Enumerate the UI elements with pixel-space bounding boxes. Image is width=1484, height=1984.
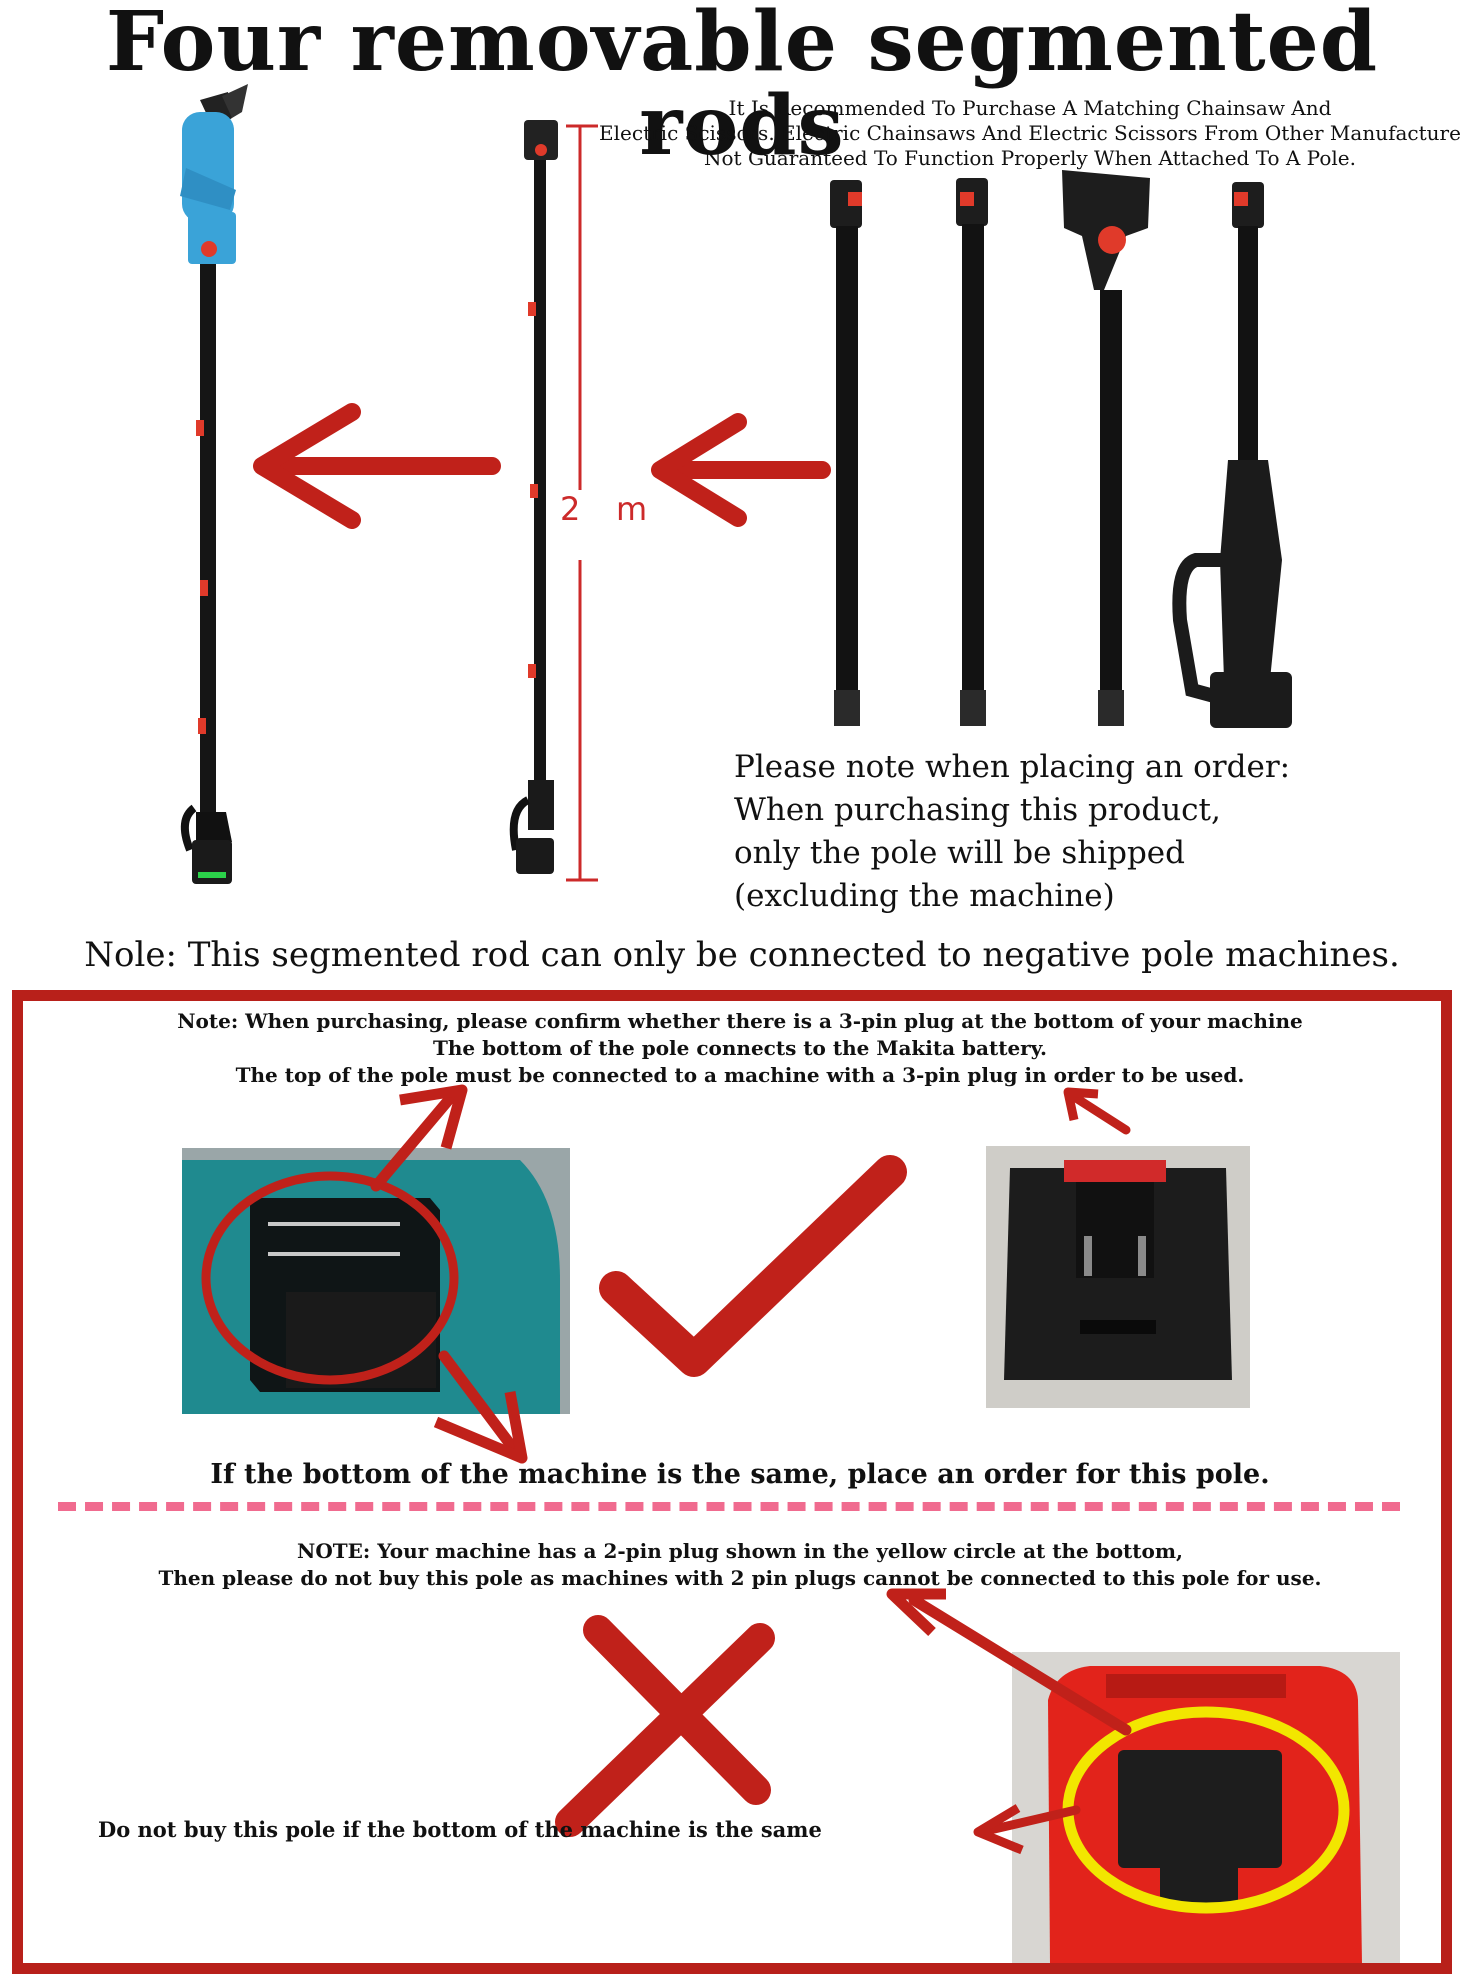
- order-note: [734, 746, 1454, 918]
- pole-segment-2: [956, 178, 988, 726]
- two-pin-note-line: Then please do not buy this pole as machines with 2 pin plugs cannot be connected to this pole for use.: [158, 1566, 1322, 1590]
- recommendation-line: Not Guaranteed To Function Properly When Attached To A Pole.: [704, 146, 1356, 170]
- length-number: 2: [560, 490, 581, 528]
- pole-segment-1: [830, 180, 862, 726]
- recommendation-line: It Is Recommended To Purchase A Matching Chainsaw And: [728, 96, 1332, 120]
- two-pin-note: [40, 1538, 1440, 1592]
- pruner-pole-image: [180, 84, 248, 884]
- recommendation-note: [580, 96, 1480, 171]
- page-title: Four removable segmented rods: [105, 0, 1379, 174]
- three-pin-note-line: The top of the pole must be connected to a machine with a 3-pin plug in order to be used.: [235, 1063, 1245, 1087]
- pole-segment-top-adapter: [1062, 170, 1150, 726]
- nole-notice: Nole: This segmented rod can only be connected to negative pole machines.: [84, 935, 1400, 975]
- order-note-line: only the pole will be shipped: [734, 835, 1185, 871]
- assembled-pole-image: [514, 120, 558, 874]
- three-pin-note-line: Note: When purchasing, please confirm whether there is a 3-pin plug at the bottom of your machine: [177, 1009, 1303, 1033]
- two-pin-note-line: NOTE: Your machine has a 2-pin plug shown in the yellow circle at the bottom,: [297, 1539, 1183, 1563]
- order-note-line: (excluding the machine): [734, 878, 1115, 914]
- order-note-line: When purchasing this product,: [734, 792, 1221, 828]
- do-not-buy-label: Do not buy this pole if the bottom of the machine is the same: [98, 1817, 822, 1842]
- three-pin-note: [40, 1008, 1440, 1089]
- length-unit: m: [616, 490, 648, 528]
- pole-segment-handle: [1179, 182, 1292, 728]
- section-divider: [58, 1502, 1400, 1511]
- recommendation-line: Electric Scissors. Electric Chainsaws And Electric Scissors From Other Manufacture: [599, 121, 1461, 145]
- order-note-line: Please note when placing an order:: [734, 749, 1291, 785]
- same-order-label: If the bottom of the machine is the same, place an order for this pole.: [210, 1459, 1270, 1490]
- three-pin-note-line: The bottom of the pole connects to the Makita battery.: [432, 1036, 1047, 1060]
